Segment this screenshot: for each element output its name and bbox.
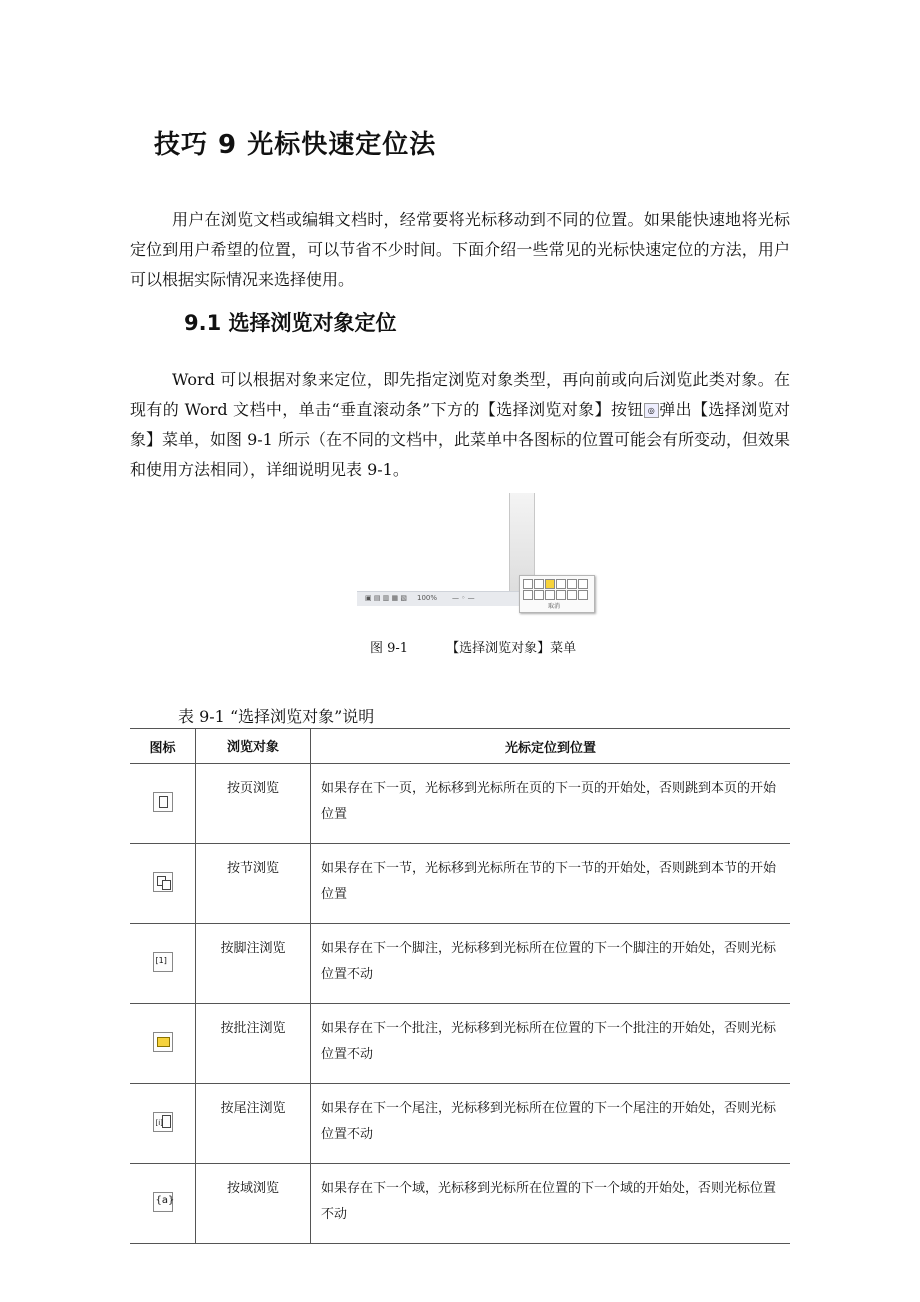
- row-name: 按脚注浏览: [196, 924, 311, 1004]
- page-icon: [153, 792, 173, 812]
- menu-heading-icon: [545, 590, 555, 600]
- select-browse-object-icon: ◎: [644, 403, 659, 418]
- row-name: 按尾注浏览: [196, 1084, 311, 1164]
- header-position: 光标定位到位置: [311, 729, 791, 764]
- table-row: [130, 1004, 790, 1084]
- menu-page-icon: [523, 579, 533, 589]
- menu-comment-icon: [545, 579, 555, 589]
- body-text-a: Word 可以根据对象来定位，即先指定浏览对象类型，再向前或向后浏览此类对象。在现有的 Word 文档中，单击“垂直滚动条”下方的【选择浏览对象】按钮: [130, 370, 790, 419]
- caption-number: 图 9-1: [370, 641, 409, 656]
- footnote-icon: [153, 952, 173, 972]
- row-name: 按域浏览: [196, 1164, 311, 1244]
- field-icon: [153, 1192, 173, 1212]
- row-desc: 如果存在下一个脚注，光标移到光标所在位置的下一个脚注的开始处，否则光标位置不动: [311, 924, 791, 1004]
- row-desc: 如果存在下一个尾注，光标移到光标所在位置的下一个尾注的开始处，否则光标位置不动: [311, 1084, 791, 1164]
- caption-text: 【选择浏览对象】菜单: [446, 641, 577, 656]
- row-desc: 如果存在下一个域，光标移到光标所在位置的下一个域的开始处，否则光标位置不动: [311, 1164, 791, 1244]
- view-buttons-icon: ▣ ▤ ▥ ▦ ▧: [365, 594, 407, 602]
- endnote-icon: [153, 1112, 173, 1132]
- comment-icon: [153, 1032, 173, 1052]
- row-name: 按节浏览: [196, 844, 311, 924]
- row-desc: 如果存在下一页，光标移到光标所在页的下一页的开始处，否则跳到本页的开始位置: [311, 764, 791, 844]
- intro-paragraph: 用户在浏览文档或编辑文档时，经常要将光标移动到不同的位置。如果能快速地将光标定位到用户希望的位置，可以节省不少时间。下面介绍一些常见的光标快速定位的方法，用户可以根据实际情况来选择使用。: [130, 210, 790, 289]
- menu-find-icon: [567, 590, 577, 600]
- menu-goto-icon: [578, 590, 588, 600]
- header-icon: 图标: [130, 729, 196, 764]
- page-title: 技巧 9 光标快速定位法: [154, 130, 437, 160]
- body-paragraph: [130, 365, 790, 485]
- menu-table-icon: [534, 590, 544, 600]
- status-bar: [357, 591, 533, 606]
- browse-object-menu: [519, 575, 595, 613]
- zoom-slider-icon: — ◦ —: [452, 594, 475, 602]
- row-desc: 如果存在下一节，光标移到光标所在节的下一节的开始处，否则跳到本节的开始位置: [311, 844, 791, 924]
- menu-field-icon: [578, 579, 588, 589]
- browse-object-table: [130, 728, 790, 1244]
- table-row: [130, 764, 790, 844]
- menu-cancel-label: 取消: [548, 603, 561, 610]
- menu-graphic-icon: [523, 590, 533, 600]
- menu-edits-icon: [556, 590, 566, 600]
- section-title: 9.1 选择浏览对象定位: [184, 311, 397, 335]
- zoom-level: 100%: [417, 594, 438, 602]
- row-name: 按批注浏览: [196, 1004, 311, 1084]
- section-icon: [153, 872, 173, 892]
- row-desc: 如果存在下一个批注，光标移到光标所在位置的下一个批注的开始处，否则光标位置不动: [311, 1004, 791, 1084]
- header-object: 浏览对象: [196, 729, 311, 764]
- body-text-b: 弹出【选择浏览对象】菜单，如图 9-1 所示（在不同的文档中，此菜单中各图标的位置可能会有所变动，但效果和使用方法相同），详细说明见表 9-1。: [130, 400, 790, 479]
- table-row: [130, 1084, 790, 1164]
- menu-endnote-icon: [567, 579, 577, 589]
- table-row: [130, 924, 790, 1004]
- menu-section-icon: [534, 579, 544, 589]
- table-header-row: [130, 729, 790, 764]
- row-name: 按页浏览: [196, 764, 311, 844]
- table-row: [130, 844, 790, 924]
- figure-screenshot: [357, 493, 597, 613]
- table-row: [130, 1164, 790, 1244]
- menu-footnote-icon: [556, 579, 566, 589]
- table-title: 表 9-1 “选择浏览对象”说明: [178, 707, 375, 726]
- figure-caption: [370, 637, 576, 656]
